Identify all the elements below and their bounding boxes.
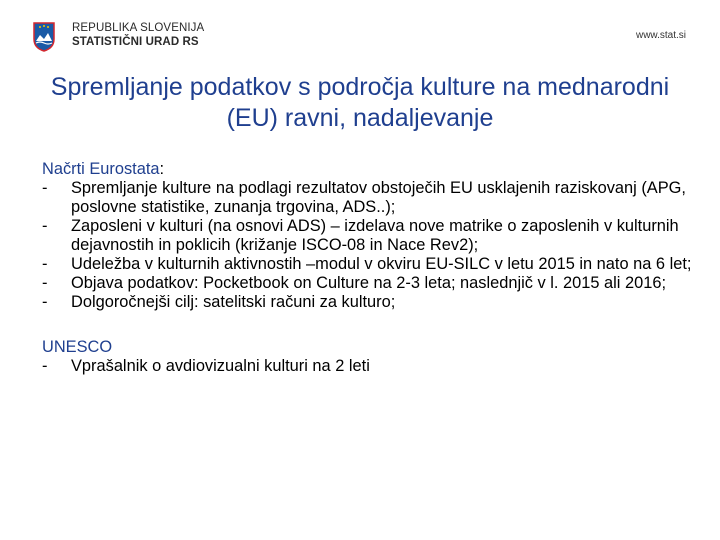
list-dash: -	[42, 217, 48, 235]
list-dash: -	[42, 274, 48, 292]
section-heading-text: UNESCO	[42, 338, 113, 356]
list-item	[42, 293, 692, 312]
section-heading-text: Načrti Eurostata	[42, 160, 160, 178]
organization-name	[72, 21, 204, 49]
section-heading	[42, 160, 692, 179]
website-url: www.stat.si	[635, 30, 686, 41]
list-item-text: Zaposleni v kulturi (na osnovi ADS) – izdelava nove matrike o zaposlenih v kulturnih dejavnostih in poklicih (križanje ISCO-08 in Nace Rev2);	[71, 217, 679, 254]
header	[0, 0, 720, 60]
list-dash: -	[42, 255, 48, 273]
section-spacer	[42, 312, 692, 338]
section-heading	[42, 338, 692, 357]
list-dash: -	[42, 293, 48, 311]
slide-content	[42, 160, 692, 376]
section-eurostat	[42, 160, 692, 312]
list-item-text: Dolgoročnejši cilj: satelitski računi za kulturo;	[71, 293, 396, 311]
slovenia-coat-of-arms-icon	[33, 22, 55, 52]
list-item	[42, 217, 692, 255]
list-item-text: Vprašalnik o avdiovizualni kulturi na 2 leti	[71, 357, 370, 375]
section-unesco	[42, 338, 692, 376]
list-item-text: Spremljanje kulture na podlagi rezultatov obstoječih EU usklajenih raziskovanj (APG, poslovne statistike, zunanja trgovina, ADS..);	[71, 179, 686, 216]
list-item	[42, 255, 692, 274]
org-name-line1: REPUBLIKA SLOVENIJA	[72, 22, 205, 34]
list-item	[42, 357, 692, 376]
list-dash: -	[42, 357, 48, 375]
list-item	[42, 179, 692, 217]
org-name-line2: STATISTIČNI URAD RS	[72, 36, 199, 48]
list-dash: -	[42, 179, 48, 197]
section-heading-suffix: :	[159, 160, 165, 178]
list-item	[42, 274, 692, 293]
list-item-text: Objava podatkov: Pocketbook on Culture na 2-3 leta; naslednjič v l. 2015 ali 2016;	[71, 274, 666, 292]
slide-title: Spremljanje podatkov s področja kulture na mednarodni (EU) ravni, nadaljevanje	[50, 73, 670, 132]
list-item-text: Udeležba v kulturnih aktivnostih –modul v okviru EU-SILC v letu 2015 in nato na 6 let;	[71, 255, 692, 273]
